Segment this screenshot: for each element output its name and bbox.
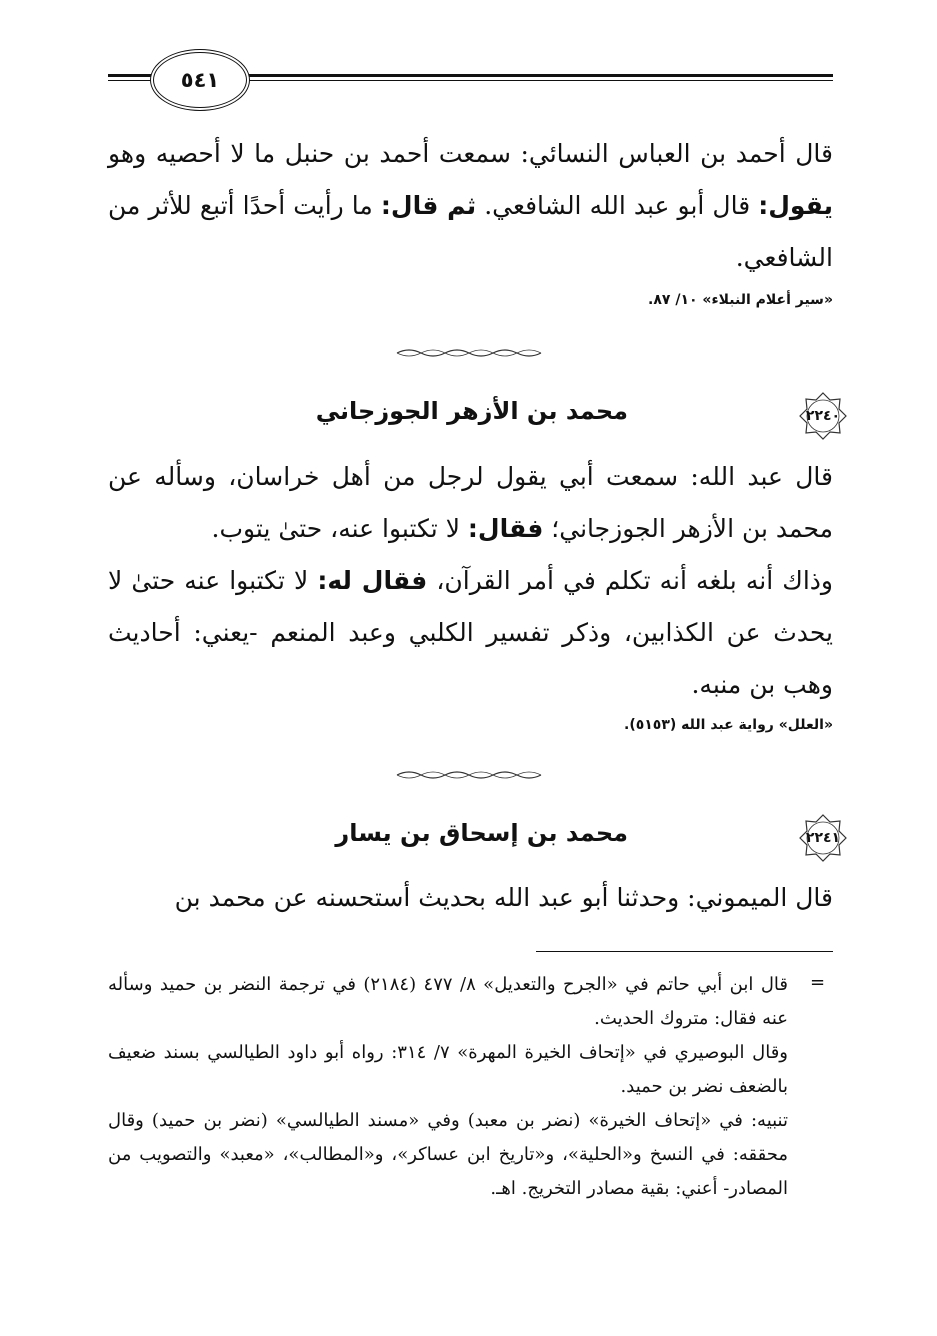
bold-verb-run: ثم قال: (380, 191, 477, 220)
footnote (108, 968, 788, 1206)
text-run: قال أبو عبد الله الشافعي. (476, 191, 759, 220)
bold-verb-run: فقال: (467, 514, 544, 543)
text-run: قال عبد الله: سمعت أبي يقول لرجل من أهل خراسان، وسأله عن محمد بن الأزهر الجوزجاني؛ (108, 462, 833, 543)
footnote-line: قال ابن أبي حاتم في «الجرح والتعديل» ٨/ ٤٧٧ (٢١٨٤) في ترجمة النضر بن حميد وسأله عنه فقال: متروك الحديث. (108, 974, 788, 1029)
text-run: قال أحمد بن العباس النسائي: سمعت أحمد بن حنبل ما لا أحصيه وهو (108, 139, 833, 168)
entry-number-badge (798, 391, 848, 441)
entry-number-badge (798, 813, 848, 863)
page-number: ٥٤١ (150, 49, 250, 111)
text-run: لا تكتبوا عنه حتىٰ لا يحدث عن الكذابين، وذكر تفسير الكلبي وعبد المنعم -يعني: أحاديث وهب بن منبه. (108, 566, 833, 699)
narration-paragraph (108, 128, 833, 284)
narration-paragraph (108, 451, 833, 555)
text-run: وذاك أنه بلغه أنه تكلم في أمر القرآن، (427, 566, 833, 595)
section-1 (108, 128, 833, 308)
entry-2241-body (108, 872, 833, 924)
source-citation: «العلل» رواية عبد الله (٥١٥٣). (624, 717, 833, 733)
narration-paragraph (108, 555, 833, 711)
footnote-continuation-marker: = (810, 972, 826, 993)
text-run: لا تكتبوا عنه، حتىٰ يتوب. (211, 514, 468, 543)
ornament-divider-icon (395, 348, 545, 358)
narration-paragraph: قال الميموني: وحدثنا أبو عبد الله بحديث أستحسنه عن محمد بن (174, 883, 833, 912)
entry-number: ٢٢٤٠ (805, 408, 841, 424)
footnote-line: تنبيه: في «إتحاف الخيرة» (نضر بن معبد) وفي «مسند الطيالسي» (نضر بن حميد) وقال محققه: في النسخ و«الحلية»، و«تاريخ ابن عساكر»، و«المطالب»، «معبد» والتصويب من المصادر- أعني: بقية مصادر التخريج. اهـ. (108, 1110, 788, 1199)
entry-title: محمد بن إسحاق بن يسار (335, 819, 628, 847)
footnote-line: وقال البوصيري في «إتحاف الخيرة المهرة» ٧/ ٣١٤: رواه أبو داود الطيالسي بسند ضعيف بالضعف نضر بن حميد. (108, 1042, 788, 1097)
page-header (108, 48, 833, 108)
entry-title: محمد بن الأزهر الجوزجاني (315, 397, 628, 425)
entry-2241-heading (108, 813, 848, 863)
entry-2240-heading (108, 391, 848, 441)
entry-number: ٢٢٤١ (805, 830, 841, 846)
source-citation: «سير أعلام النبلاء» ١٠/ ٨٧. (648, 292, 833, 308)
bold-verb-run: يقول: (758, 191, 833, 220)
bold-verb-run: فقال له: (317, 566, 428, 595)
text-run: ما رأيت أحدًا أتبع للأثر من الشافعي. (108, 191, 833, 272)
ornament-divider-icon (395, 770, 545, 780)
footnote-separator (536, 951, 833, 952)
entry-2240-body (108, 451, 833, 733)
